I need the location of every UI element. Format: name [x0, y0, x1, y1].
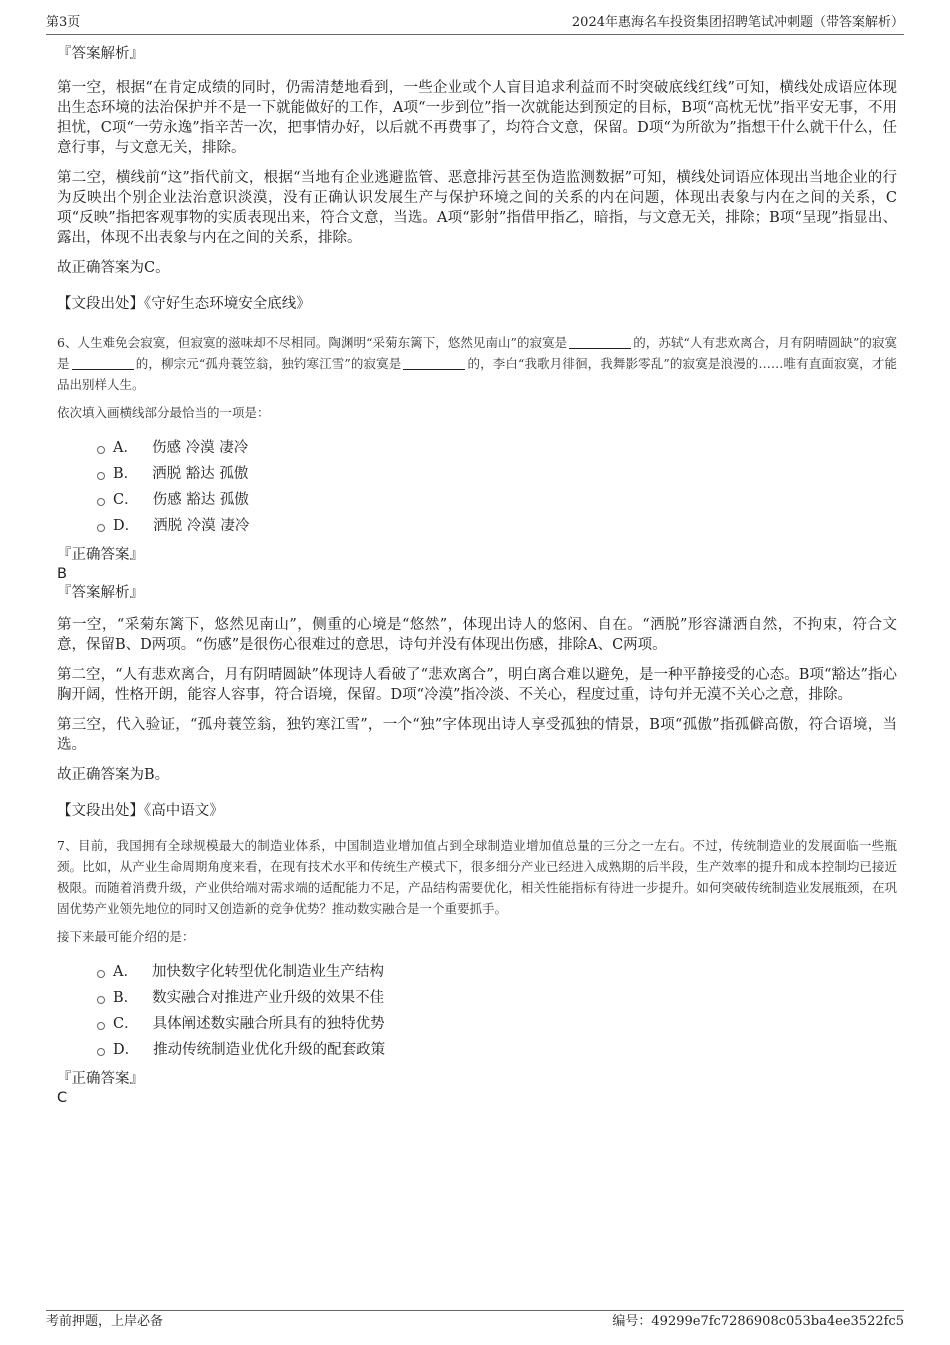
radio-icon[interactable]: [97, 472, 105, 480]
correct-answer-label: 『正确答案』: [57, 1071, 144, 1087]
analysis-paragraph: 第二空，“人有悲欢离合，月有阴晴圆缺”体现诗人看破了“悲欢离合”，明白离合难以避免，是一种平静接受的心态。B项“豁达”指心胸开阔，性格开朗，能容人容事，符合语境，保留。D项“冷漠”指冷淡、不关心，程度过重，诗句并无漠不关心之意，排除。: [57, 667, 897, 703]
answer-analysis-label: 『答案解析』: [57, 585, 144, 601]
source-citation: 【文段出处】《高中语文》: [57, 803, 224, 819]
page-header: [46, 14, 904, 35]
correct-answer-label: 『正确答案』: [57, 547, 144, 563]
analysis-paragraph: 第一空，“采菊东篱下，悠然见南山”，侧重的心境是“悠然”，体现出诗人的悠闲、自在。“洒脱”形容潇洒自然，不拘束，符合文意，保留B、D两项。“伤感”是很伤心很难过的意思，诗句并没有体现出伤感，排除A、C两项。: [57, 617, 897, 653]
document-title: 2024年惠海名车投资集团招聘笔试冲刺题（带答案解析）: [571, 15, 904, 30]
correct-answer: B: [57, 566, 67, 582]
question-6-text: 6、人生难免会寂寞，但寂寞的滋味却不尽相同。陶渊明“采菊东篱下，悠然见南山”的寂寞是 的，苏轼“人有悲欢离合，月有阴晴圆缺”的寂寞是 的，柳宗元“孤舟蓑笠翁，独钓寒江雪”的寂寞是 的，李白“我歌月徘徊，我舞影零乱”的寂寞是浪漫的……唯有直面寂寞，才能品出别样人生。: [57, 335, 897, 392]
option-c[interactable]: C． 具体阐述数实融合所具有的独特优势: [97, 1011, 897, 1037]
radio-icon[interactable]: [97, 1022, 105, 1030]
option-b[interactable]: B． 洒脱 豁达 孤傲: [97, 461, 897, 487]
radio-icon[interactable]: [97, 498, 105, 506]
radio-icon[interactable]: [97, 446, 105, 454]
analysis-paragraph: 第三空，代入验证，“孤舟蓑笠翁，独钓寒江雪”，一个“独”字体现出诗人享受孤独的情景，B项“孤傲”指孤僻高傲，符合语境，当选。: [57, 717, 897, 753]
fill-blank: [72, 356, 134, 370]
fill-blank: [403, 356, 465, 370]
radio-icon[interactable]: [97, 970, 105, 978]
option-d[interactable]: D． 推动传统制造业优化升级的配套政策: [97, 1037, 897, 1063]
radio-icon[interactable]: [97, 996, 105, 1004]
analysis-paragraph: 第二空，横线前“这”指代前文，根据“当地有企业逃避监管、恶意排污甚至伪造监测数据”可知，横线处词语应体现出当地企业的行为反映出个别企业法治意识淡漠，没有正确认识发展生产与保护环境之间的关系的内在问题，体现出表象与内在之间的关系，C项“反映”指把客观事物的实质表现出来，符合文意，当选。A项“影射”指借甲指乙，暗指，与文意无关，排除；B项“呈现”指显出、露出，体现不出表象与内在之间的关系，排除。: [57, 170, 897, 246]
main-content: [57, 44, 897, 1107]
conclusion: 故正确答案为C。: [57, 260, 170, 276]
source-citation: 【文段出处】《守好生态环境安全底线》: [57, 296, 311, 312]
radio-icon[interactable]: [97, 524, 105, 532]
conclusion: 故正确答案为B。: [57, 767, 170, 783]
option-b[interactable]: B． 数实融合对推进产业升级的效果不佳: [97, 985, 897, 1011]
question-6-prompt: 依次填入画横线部分最恰当的一项是：: [57, 405, 270, 420]
question-7-options: [57, 959, 897, 1063]
option-d[interactable]: D． 洒脱 冷漠 凄冷: [97, 513, 897, 539]
correct-answer: C: [57, 1090, 68, 1106]
option-c[interactable]: C． 伤感 豁达 孤傲: [97, 487, 897, 513]
option-a[interactable]: A． 伤感 冷漠 凄冷: [97, 435, 897, 461]
radio-icon[interactable]: [97, 1048, 105, 1056]
question-7-prompt: 接下来最可能介绍的是：: [57, 929, 195, 944]
question-6-options: [57, 435, 897, 539]
option-a[interactable]: A． 加快数字化转型优化制造业生产结构: [97, 959, 897, 985]
footer-slogan: 考前押题，上岸必备: [46, 1314, 164, 1329]
analysis-paragraph: 第一空，根据“在肯定成绩的同时，仍需清楚地看到，一些企业或个人盲目追求利益而不时突破底线红线”可知，横线处成语应体现出生态环境的法治保护并不是一下就能做好的工作，A项“一步到位”指一次就能达到预定的目标，B项“高枕无忧”指平安无事，不用担忧，C项“一劳永逸”指辛苦一次，把事情办好，以后就不再费事了，均符合文意，保留。D项“为所欲为”指想干什么就干什么，任意行事，与文意无关，排除。: [57, 80, 897, 156]
footer-divider: [46, 1310, 904, 1311]
document-id: 编号：49299e7fc7286908c053ba4ee3522fc5: [612, 1314, 904, 1329]
answer-analysis-label: 『答案解析』: [57, 46, 144, 62]
question-7-text: 7、目前，我国拥有全球规模最大的制造业体系，中国制造业增加值占到全球制造业增加值总量的三分之一左右。不过，传统制造业的发展面临一些瓶颈。比如，从产业生命周期角度来看，在现有技术水平和传统生产模式下，很多细分产业已经进入成熟期的后半段，生产效率的提升和成本控制均已接近极限。而随着消费升级，产业供给端对需求端的适配能力不足，产品结构需要优化，相关性能指标有待进一步提升。如何突破传统制造业发展瓶颈，在巩固优势产业领先地位的同时又创造新的竞争优势？推动数实融合是一个重要抓手。: [57, 838, 897, 916]
fill-blank: [569, 335, 631, 349]
page-number: 第3页: [46, 15, 81, 30]
